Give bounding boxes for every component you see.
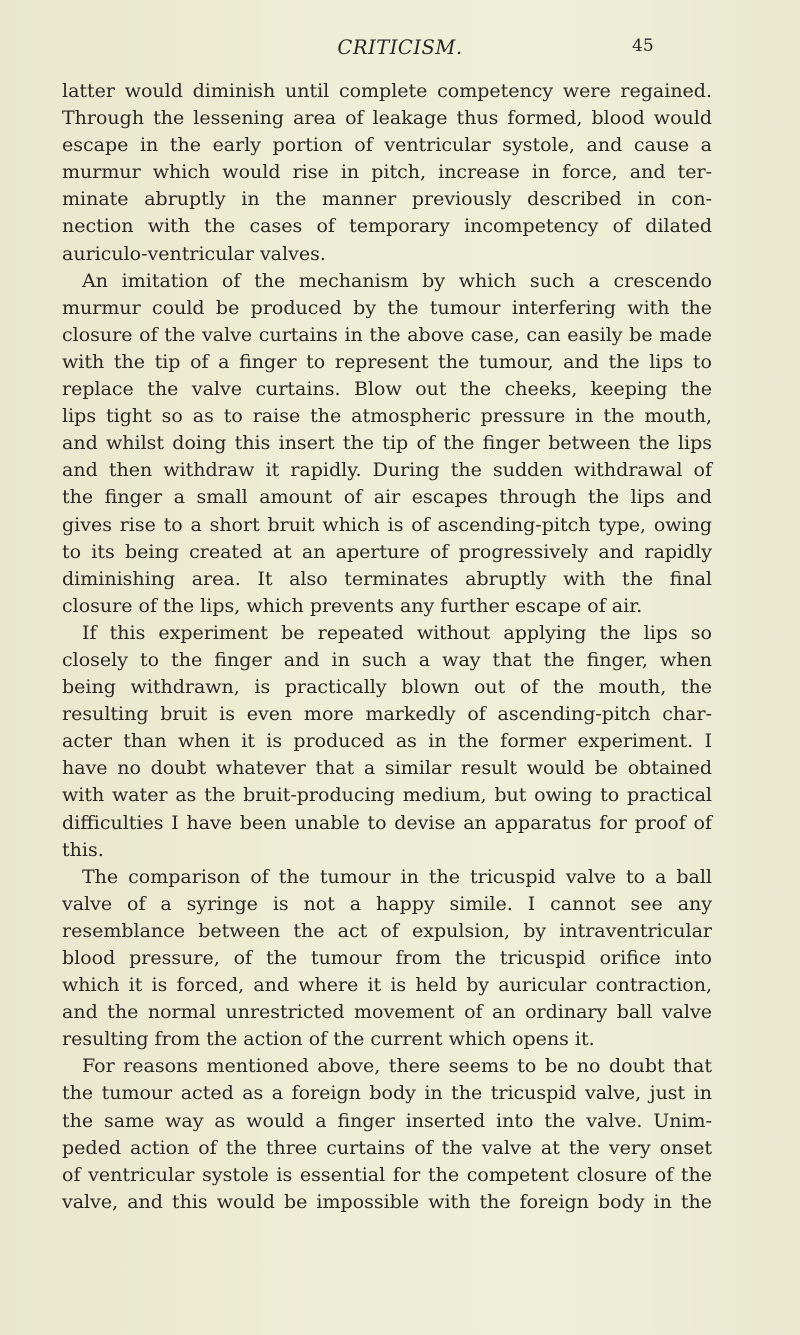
text-line: resulting bruit is even more markedly of ascending-pitch char- xyxy=(62,703,712,726)
text-line: murmur could be produced by the tumour interfering with the xyxy=(62,296,712,319)
text-line: and whilst doing this insert the tip of the finger between the lips xyxy=(62,432,712,455)
text-line: have no doubt whatever that a similar result would be obtained xyxy=(62,757,712,780)
text-line: diminishing area. It also terminates abruptly with the final xyxy=(62,567,712,590)
text-line: peded action of the three curtains of the valve at the very onset xyxy=(62,1136,712,1159)
text-line: Through the lessening area of leakage thus formed, blood would xyxy=(62,107,712,130)
text-line: escape in the early portion of ventricular systole, and cause a xyxy=(62,134,712,157)
text-line: difficulties I have been unable to devise an apparatus for proof of xyxy=(62,811,712,834)
page-header xyxy=(0,34,800,64)
text-line: and then withdraw it rapidly. During the sudden withdrawal of xyxy=(62,459,712,482)
text-line: of ventricular systole is essential for the competent closure of the xyxy=(62,1163,712,1186)
text-line: which it is forced, and where it is held by auricular contraction, xyxy=(62,974,712,997)
text-line: For reasons mentioned above, there seems to be no doubt that xyxy=(82,1055,712,1078)
text-line: replace the valve curtains. Blow out the cheeks, keeping the xyxy=(62,378,712,401)
text-line: the finger a small amount of air escapes through the lips and xyxy=(62,486,712,509)
text-line: auriculo-ventricular valves. xyxy=(62,242,326,265)
text-line: latter would diminish until complete competency were regained. xyxy=(62,80,712,102)
text-line: closure of the lips, which prevents any further escape of air. xyxy=(62,594,643,617)
body-text xyxy=(62,78,712,1216)
text-line: valve, and this would be impossible with the foreign body in the xyxy=(62,1190,712,1213)
text-line: closure of the valve curtains in the above case, can easily be made xyxy=(62,323,712,346)
text-line: gives rise to a short bruit which is of ascending-pitch type, owing xyxy=(62,513,712,536)
text-line: and the normal unrestricted movement of an ordinary ball valve xyxy=(62,1001,712,1024)
text-line: this. xyxy=(62,838,104,861)
text-line: If this experiment be repeated without applying the lips so xyxy=(82,621,712,644)
text-line: valve of a syringe is not a happy simile. I cannot see any xyxy=(62,892,712,915)
text-line: being withdrawn, is practically blown out of the mouth, the xyxy=(62,676,712,699)
text-line: minate abruptly in the manner previously described in con- xyxy=(62,188,712,211)
text-line: resemblance between the act of expulsion, by intraventricular xyxy=(62,919,712,942)
page-number: 45 xyxy=(632,36,654,56)
text-line: the same way as would a finger inserted into the valve. Unim- xyxy=(62,1109,712,1132)
text-line: closely to the finger and in such a way that the finger, when xyxy=(62,648,712,671)
text-line: lips tight so as to raise the atmospheric pressure in the mouth, xyxy=(62,405,712,428)
text-line: acter than when it is produced as in the former experiment. I xyxy=(62,730,712,753)
text-line: with the tip of a finger to represent the tumour, and the lips to xyxy=(62,350,712,373)
text-line: resulting from the action of the current which opens it. xyxy=(62,1028,595,1051)
text-line: nection with the cases of temporary incompetency of dilated xyxy=(62,215,712,238)
text-line: the tumour acted as a foreign body in the tricuspid valve, just in xyxy=(62,1082,712,1105)
text-line: murmur which would rise in pitch, increase in force, and ter- xyxy=(62,161,712,184)
text-line: to its being created at an aperture of progressively and rapidly xyxy=(62,540,712,563)
text-line: with water as the bruit-producing medium, but owing to practical xyxy=(62,784,712,807)
text-line: The comparison of the tumour in the tricuspid valve to a ball xyxy=(82,865,712,888)
text-line: blood pressure, of the tumour from the tricuspid orifice into xyxy=(62,947,712,969)
text-line: An imitation of the mechanism by which such a crescendo xyxy=(82,269,712,292)
running-head: CRITICISM. xyxy=(337,36,463,59)
